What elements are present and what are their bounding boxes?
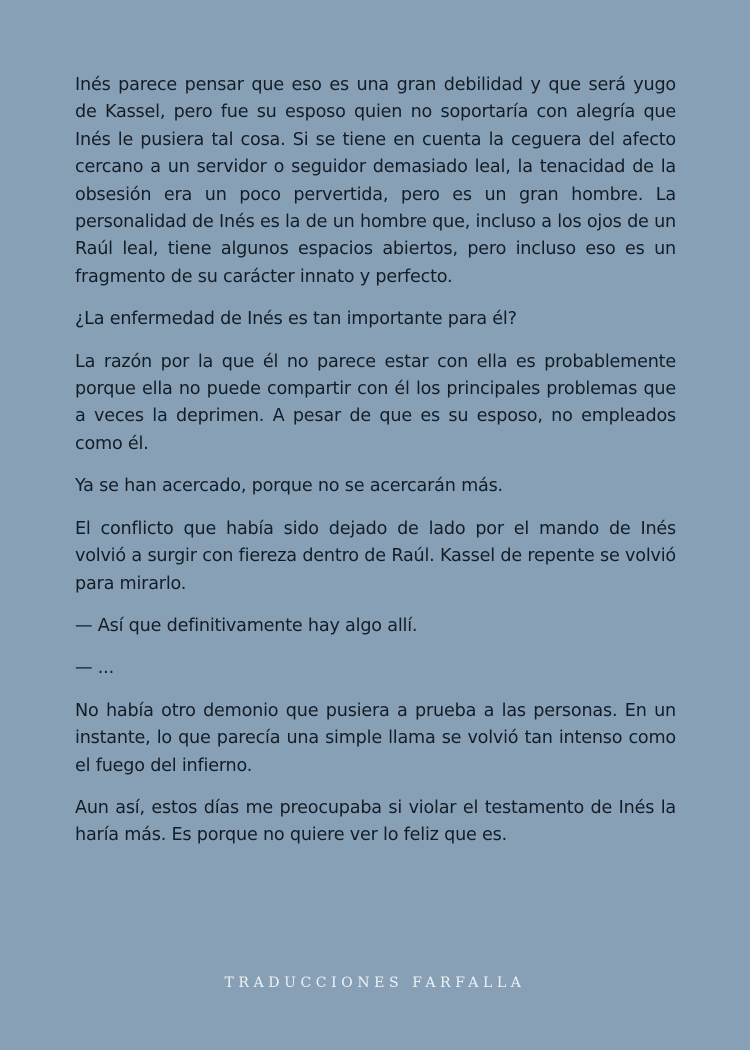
- paragraph: ¿La enfermedad de Inés es tan importante para él?: [75, 309, 517, 330]
- paragraph: No había otro demonio que pusiera a prueba a las personas. En un instante, lo que parecía una simple llama se volvió tan intenso como el fuego del infierno.: [75, 700, 676, 776]
- paragraph: Aun así, estos días me preocupaba si violar el testamento de Inés la haría más. Es porque no quiere ver lo feliz que es.: [75, 797, 676, 846]
- translator-credit: TRADUCCIONES FARFALLA: [224, 975, 526, 991]
- dialogue-line: — Así que definitivamente hay algo allí.: [75, 615, 418, 636]
- paragraph: La razón por la que él no parece estar con ella es probablemente porque ella no puede compartir con él los principales problemas que a veces la deprimen. A pesar de que es su esposo, no empleados como él.: [75, 351, 676, 454]
- paragraph: El conflicto que había sido dejado de lado por el mando de Inés volvió a surgir con fiereza dentro de Raúl. Kassel de repente se volvió para mirarlo.: [75, 518, 676, 594]
- page-body: [75, 72, 676, 865]
- paragraph: Inés parece pensar que eso es una gran debilidad y que será yugo de Kassel, pero fue su esposo quien no soportaría con alegría que Inés le pusiera tal cosa. Si se tiene en cuenta la ceguera del afecto cercano a un servidor o seguidor demasiado leal, la tenacidad de la obsesión era un poco pervertida, pero es un gran hombre. La personalidad de Inés es la de un hombre que, incluso a los ojos de un Raúl leal, tiene algunos espacios abiertos, pero incluso eso es un fragmento de su carácter innato y perfecto.: [75, 75, 676, 287]
- paragraph: Ya se han acercado, porque no se acercarán más.: [75, 476, 503, 497]
- dialogue-line: — ...: [75, 658, 114, 679]
